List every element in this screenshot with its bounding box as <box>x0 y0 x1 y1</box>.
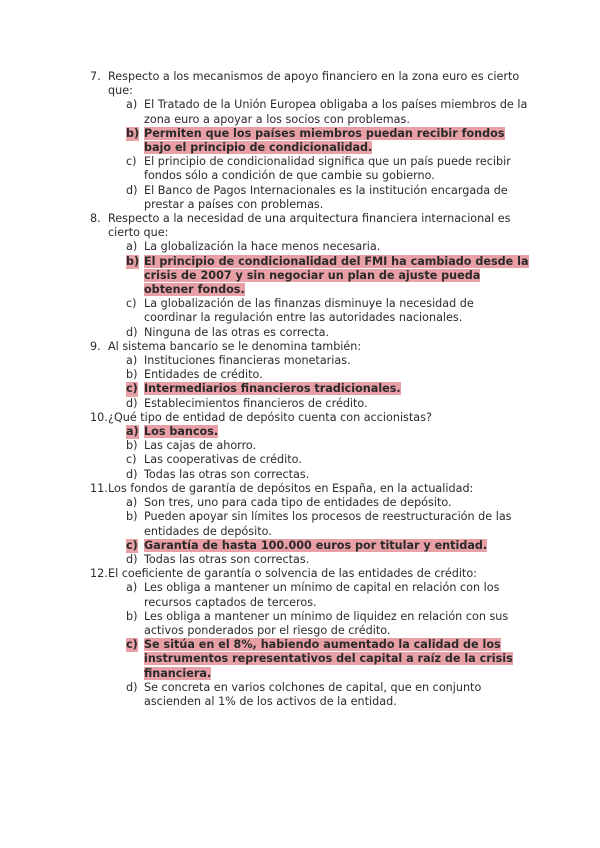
option-text: Establecimientos financieros de crédito. <box>144 396 368 410</box>
option-letter: b) <box>126 439 138 453</box>
answer-option <box>126 240 530 254</box>
option-letter: d) <box>126 396 138 410</box>
question-number: 8. <box>90 212 101 226</box>
option-text: Se concreta en varios colchones de capital, que en conjunto ascienden al 1% de los activos de la entidad. <box>144 680 482 708</box>
answer-option <box>126 368 530 382</box>
answer-options <box>108 581 530 709</box>
option-letter: a) <box>126 240 138 254</box>
answer-option <box>126 155 530 183</box>
answer-option <box>126 552 530 567</box>
answer-options <box>108 425 530 482</box>
answer-option <box>126 453 530 467</box>
answer-option-highlighted <box>126 638 530 681</box>
answer-option <box>126 581 530 609</box>
question-text: Respecto a la necesidad de una arquitectura financiera internacional es cierto que: <box>108 212 511 240</box>
question-number: 10. <box>90 410 108 424</box>
option-letter: c) <box>126 538 138 552</box>
option-text: Las cooperativas de crédito. <box>144 453 302 467</box>
option-letter: c) <box>126 638 138 652</box>
option-letter: a) <box>126 581 138 595</box>
option-letter: b) <box>126 126 140 140</box>
question-item <box>90 567 530 709</box>
option-letter: a) <box>126 425 139 439</box>
option-text: Les obliga a mantener un mínimo de liquidez en relación con sus activos ponderados por el riesgo de crédito. <box>144 609 509 637</box>
option-letter: d) <box>126 467 138 481</box>
option-letter: b) <box>126 510 138 524</box>
answer-option <box>126 467 530 482</box>
option-text: El principio de condicionalidad significa que un país puede recibir fondos sólo a condición de que cambie su gobierno. <box>144 155 511 183</box>
answer-option-highlighted <box>126 382 530 396</box>
answer-option <box>126 609 530 638</box>
option-letter: d) <box>126 325 138 339</box>
question-text: Los fondos de garantía de depósitos en España, en la actualidad: <box>108 481 474 495</box>
question-text: Al sistema bancario se le denomina también: <box>108 339 362 353</box>
option-text: El principio de condicionalidad del FMI ha cambiado desde la crisis de 2007 y sin negociar un plan de ajuste pueda obtener fondos. <box>144 254 529 297</box>
answer-option <box>126 439 530 453</box>
option-text: Se sitúa en el 8%, habiendo aumentado la calidad de los instrumentos representativos del capital a raíz de la crisis financiera. <box>144 638 513 680</box>
answer-option <box>126 98 530 126</box>
option-text: Les obliga a mantener un mínimo de capital en relación con los recursos captados de terceros. <box>144 581 500 609</box>
answer-option <box>126 325 530 340</box>
option-text: Instituciones financieras monetarias. <box>144 354 351 368</box>
question-number: 11. <box>90 481 108 495</box>
question-item <box>90 482 530 567</box>
option-letter: c) <box>126 382 138 396</box>
question-number: 9. <box>90 339 101 353</box>
answer-option <box>126 396 530 411</box>
question-item <box>90 70 530 212</box>
answer-option <box>126 496 530 510</box>
option-letter: d) <box>126 552 138 566</box>
option-letter: c) <box>126 453 137 467</box>
answer-option <box>126 680 530 709</box>
option-text: Pueden apoyar sin límites los procesos de reestructuración de las entidades de depósito. <box>144 510 512 538</box>
option-text: Entidades de crédito. <box>144 368 263 382</box>
answer-option-highlighted <box>126 538 530 553</box>
option-text: Intermediarios financieros tradicionales. <box>144 382 401 396</box>
answer-option <box>126 510 530 538</box>
question-text: ¿Qué tipo de entidad de depósito cuenta con accionistas? <box>108 410 432 424</box>
option-text: El Banco de Pagos Internacionales es la institución encargada de prestar a países con problemas. <box>144 183 508 211</box>
option-letter: b) <box>126 368 138 382</box>
answer-options <box>108 354 530 411</box>
option-letter: d) <box>126 183 138 197</box>
option-text: La globalización la hace menos necesaria. <box>144 240 381 254</box>
option-letter: a) <box>126 496 138 510</box>
question-item <box>90 340 530 411</box>
answer-option-highlighted <box>126 254 530 298</box>
option-letter: a) <box>126 354 138 368</box>
answer-option <box>126 297 530 325</box>
option-letter: a) <box>126 98 138 112</box>
question-item <box>90 212 530 340</box>
option-letter: c) <box>126 297 137 311</box>
answer-option <box>126 183 530 212</box>
option-letter: b) <box>126 609 138 623</box>
question-number: 7. <box>90 70 101 83</box>
option-letter: d) <box>126 680 138 694</box>
option-text: La globalización de las finanzas disminuye la necesidad de coordinar la regulación entre las autoridades nacionales. <box>144 297 474 325</box>
option-letter: b) <box>126 254 140 268</box>
answer-option <box>126 354 530 368</box>
option-letter: c) <box>126 155 137 169</box>
answer-options <box>108 98 530 212</box>
question-text: El coeficiente de garantía o solvencia de las entidades de crédito: <box>108 567 477 581</box>
option-text: Ninguna de las otras es correcta. <box>144 325 330 339</box>
answer-option-highlighted <box>126 425 530 439</box>
option-text: Garantía de hasta 100.000 euros por titular y entidad. <box>144 538 488 552</box>
question-item <box>90 411 530 482</box>
question-text: Respecto a los mecanismos de apoyo financiero en la zona euro es cierto que: <box>108 70 520 98</box>
question-list <box>90 70 530 709</box>
answer-options <box>108 240 530 339</box>
option-text: Los bancos. <box>144 425 219 439</box>
option-text: Todas las otras son correctas. <box>144 552 310 566</box>
option-text: Todas las otras son correctas. <box>144 467 310 481</box>
answer-option-highlighted <box>126 126 530 155</box>
option-text: El Tratado de la Unión Europea obligaba a los países miembros de la zona euro a apoyar a los socios con problemas. <box>144 98 528 126</box>
option-text: Permiten que los países miembros puedan recibir fondos bajo el principio de condicionalidad. <box>144 126 505 155</box>
option-text: Son tres, uno para cada tipo de entidades de depósito. <box>144 496 452 510</box>
question-number: 12. <box>90 567 108 581</box>
option-text: Las cajas de ahorro. <box>144 439 257 453</box>
answer-options <box>108 496 530 567</box>
